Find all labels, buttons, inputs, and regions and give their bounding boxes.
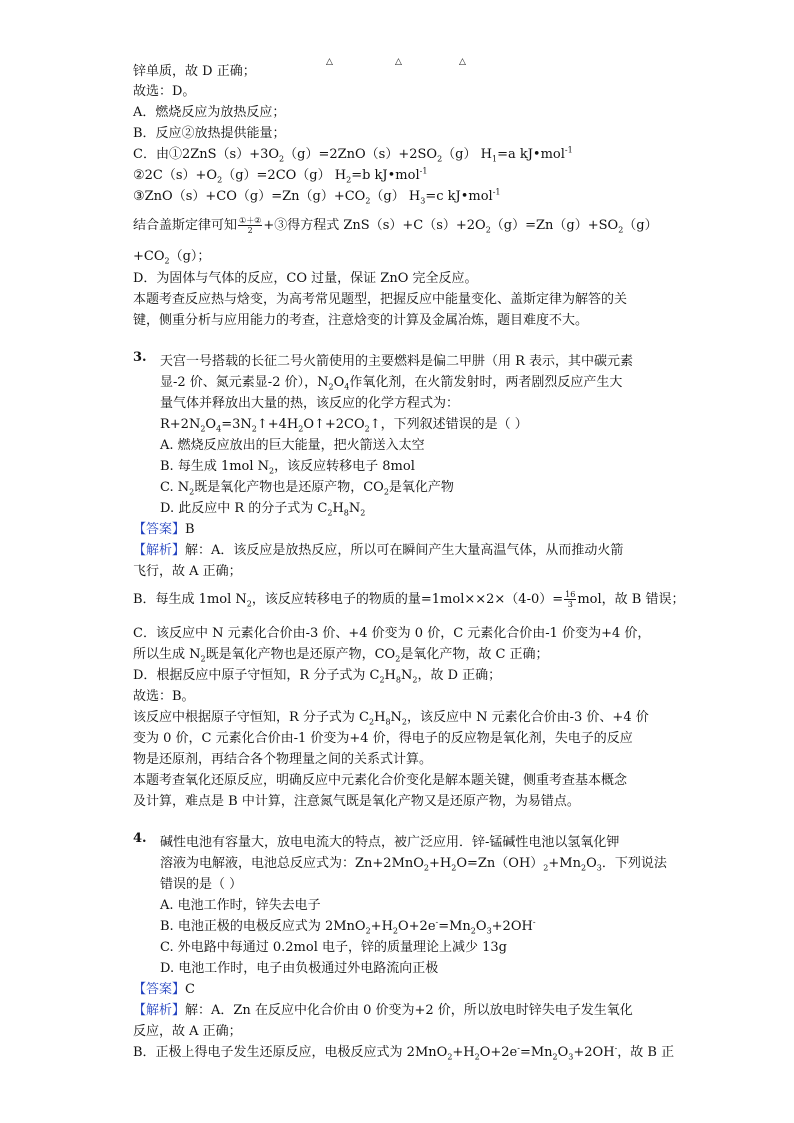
explanation-line: D．根据反应中原子守恒知，R 分子式为 $C_2H_8N_2$，故 D 正确； — [133, 668, 502, 685]
equation-line: $+CO_2(g)$； — [133, 249, 211, 266]
text-line: A．燃烧反应为放热反应； — [133, 105, 286, 120]
option-d: D. 电池工作时，电子由负极通过外电路流向正极 — [160, 961, 439, 976]
explanation-line: 【解析】解：A．该反应是放热反应，所以可在瞬间产生大量高温气体，从而推动火箭 — [133, 543, 624, 558]
question-stem: 碱性电池有容量大，放电电流大的特点，被广泛应用．锌-锰碱性电池以氢氧化钾 — [160, 835, 620, 850]
answer-line: 【答案】C — [133, 982, 195, 997]
explanation-line: B．正极上得电子发生还原反应，电极反应式为 $2MnO_2+H_2O+2e^-=Mn_2O_3+2OH^-$，故 B 正 — [133, 1043, 675, 1062]
option-b: B. 电池正极的电极反应式为 $2MnO_2+H_2O+2e^-=Mn_2O_3+2OH^-$ — [160, 917, 536, 936]
equation-line: $R+2N_2O_4=3N_2↑+4H_2O↑+2CO_2↑$，下列叙述错误的是（ ） — [160, 417, 528, 434]
question-stem: 天宫一号搭载的长征二号火箭使用的主要燃料是偏二甲肼（用 R 表示，其中碳元素 — [160, 354, 634, 369]
explanation-line: 变为 0 价，C 元素化合价由-1 价变为+4 价，得电子的反应物是氧化剂，失电子的反应 — [133, 731, 633, 746]
explanation-tag: 【解析】 — [133, 543, 186, 558]
question-stem: 错误的是（ ） — [160, 877, 243, 892]
text-line: 锌单质，故 D 正确； — [133, 64, 256, 79]
explanation-line: 飞行，故 A 正确； — [133, 564, 242, 579]
explanation-line: 故选：B。 — [133, 689, 195, 704]
explanation-line: 物是还原剂，再结合各个物理量之间的关系式计算。 — [133, 752, 433, 767]
equation-line: C．由$①2ZnS(s)+3O_2(g)=2ZnO(s)+2SO_2(g)$ $H_1=a$ kJ•mol$^{-1}$ — [133, 145, 573, 164]
option-a: A. 燃烧反应放出的巨大能量，把火箭送入太空 — [160, 438, 425, 453]
text-line: 故选：D。 — [133, 84, 196, 99]
text-line: 本题考查反应热与焓变，为高考常见题型，把握反应中能量变化、盖斯定律为解答的关 — [133, 292, 628, 307]
answer-tag: 【答案】 — [133, 522, 186, 537]
answer-line: 【答案】B — [133, 522, 195, 537]
text-line: 键，侧重分析与应用能力的考查，注意焓变的计算及金属冶炼，题目难度不大。 — [133, 313, 589, 328]
answer-tag: 【答案】 — [133, 982, 186, 997]
delta-mark: △ — [459, 57, 466, 67]
question-number: 3. — [133, 350, 147, 365]
question-stem: 显-2 价、氮元素显-2 价），$N_2O_4$作氧化剂，在火箭发射时，两者剧烈反应产生大 — [160, 375, 623, 392]
explanation-line: C．该反应中 N 元素化合价由-3 价、+4 价变为 0 价，C 元素化合价由-1 价变为+4 价， — [133, 626, 651, 641]
explanation-line: 所以生成 $N_2$既是氧化产物也是还原产物，$CO_2$是氧化产物，故 C 正确； — [133, 647, 549, 664]
fraction: $\frac{16}{3}$ — [565, 590, 576, 609]
explanation-tag: 【解析】 — [133, 1003, 186, 1018]
option-c: C. $N_2$既是氧化产物也是还原产物，$CO_2$是氧化产物 — [160, 480, 454, 497]
fraction: $\frac{\text{①＋②}}{2}$ — [239, 216, 262, 235]
explanation-line: B．每生成 1mol $N_2$，该反应转移电子的物质的量=1mol××2×（4-0）= $\frac{16}{3}$ mol，故 B 错误； — [133, 590, 685, 609]
question-stem: 溶液为电解液，电池总反应式为：$Zn+2MnO_2+H_2O=Zn(OH)_2+Mn_2O_3$．下列说法 — [160, 856, 667, 873]
explanation-line: 及计算，难点是 B 中计算，注意氮气既是氧化产物又是还原产物，为易错点。 — [133, 794, 580, 809]
text-line: B．反应②放热提供能量； — [133, 126, 286, 141]
delta-mark: △ — [395, 57, 402, 67]
explanation-line: 该反应中根据原子守恒知，R 分子式为 $C_2H_8N_2$，该反应中 N 元素化合价由-3 价、+4 价 — [133, 710, 649, 727]
text-line: D．为固体与气体的反应，CO 过量，保证 ZnO 完全反应。 — [133, 271, 478, 286]
delta-mark: △ — [326, 57, 333, 67]
question-number: 4. — [133, 831, 147, 846]
equation-line: $③ZnO(s)+CO(g)=Zn(g)+CO_2(g)$ $H_3=c$ kJ•mol$^{-1}$ — [133, 187, 501, 206]
explanation-line: 反应，故 A 正确； — [133, 1024, 242, 1039]
explanation-line: 本题考查氧化还原反应，明确反应中元素化合价变化是解本题关键，侧重考查基本概念 — [133, 773, 628, 788]
question-stem: 量气体并释放出大量的热，该反应的化学方程式为： — [160, 396, 460, 411]
option-c: C. 外电路中每通过 0.2mol 电子，锌的质量理论上减少 13g — [160, 940, 507, 955]
option-d: D. 此反应中 R 的分子式为 $C_2H_8N_2$ — [160, 501, 366, 518]
option-b: B. 每生成 1mol $N_2$，该反应转移电子 8mol — [160, 459, 415, 476]
equation-line: $②2C(s)+O_2(g)=2CO(g)$ $H_2=b$ kJ•mol$^{-1}$ — [133, 166, 428, 185]
option-a: A. 电池工作时，锌失去电子 — [160, 898, 321, 913]
equation-line: 结合盖斯定律可知 $\frac{\text{①＋②}}{2}$ +③得方程式 $ZnS(s)+C(s)+2O_2(g)=Zn(g)+SO_2(g)$ — [133, 216, 658, 235]
explanation-line: 【解析】解：A．Zn 在反应中化合价由 0 价变为+2 价，所以放电时锌失电子发生氧化 — [133, 1003, 633, 1018]
